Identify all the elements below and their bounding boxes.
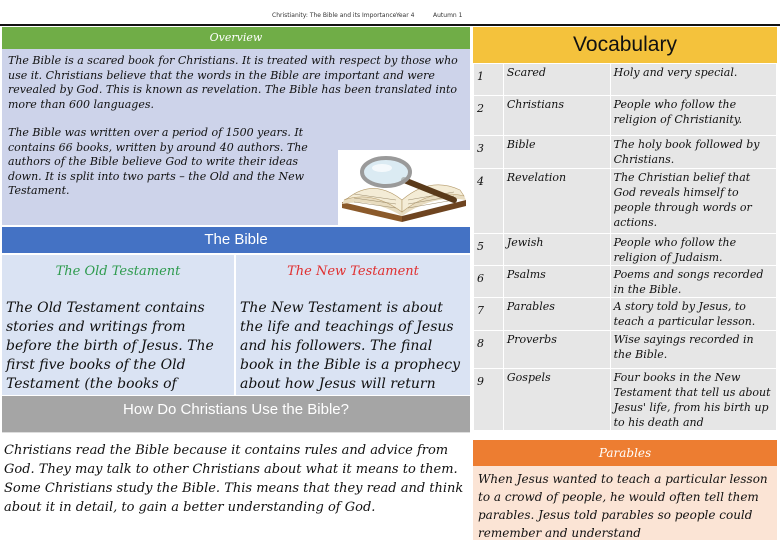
vocab-row: [474, 234, 777, 266]
vocab-number: 8: [474, 331, 504, 369]
subject-title: Christianity: The Bible and its Importance: [272, 12, 397, 19]
vocab-word: Parables: [503, 298, 610, 331]
old-testament-title: The Old Testament: [55, 264, 181, 279]
vocabulary-table: [473, 63, 777, 431]
overview-paragraph-2: The Bible was written over a period of 1500 years. It contains 66 books, written by around 40 authors. The authors of the Bible believe God to write their ideas down. It is split into two parts – the Old and the New Testament.: [8, 126, 308, 197]
vocab-word: Revelation: [503, 169, 610, 234]
parables-header: Parables: [473, 440, 777, 466]
vocab-word: Bible: [503, 136, 610, 169]
new-testament-panel: [236, 255, 470, 395]
old-testament-panel: [2, 255, 234, 395]
vocab-word: Scared: [503, 64, 610, 96]
term-label: Autumn 1: [433, 12, 463, 19]
open-bible-icon: [338, 150, 470, 226]
vocab-definition: Wise sayings recorded in the Bible.: [610, 331, 776, 369]
vocab-number: 1: [474, 64, 504, 96]
overview-paragraph-1: The Bible is a scared book for Christians. It is treated with respect by those who use it. Christians believe that the words in the Bible are important and were revealed by God. This is known as revelation. The Bible has been translated into more than 600 languages.: [8, 54, 458, 111]
vocab-row: [474, 136, 777, 169]
vocab-number: 2: [474, 96, 504, 136]
vocab-number: 5: [474, 234, 504, 266]
vocab-row: [474, 266, 777, 298]
vocab-row: [474, 298, 777, 331]
vocab-number: 7: [474, 298, 504, 331]
vocab-definition: The Christian belief that God reveals himself to people through words or actions.: [610, 169, 776, 234]
vocab-word: Proverbs: [503, 331, 610, 369]
vocab-definition: Holy and very special.: [610, 64, 776, 96]
vocab-definition: People who follow the religion of Christianity.: [610, 96, 776, 136]
vocab-word: Gospels: [503, 369, 610, 431]
vocab-definition: People who follow the religion of Judaism.: [610, 234, 776, 266]
vocab-word: Christians: [503, 96, 610, 136]
new-testament-title: The New Testament: [287, 264, 419, 279]
the-bible-header: The Bible: [2, 227, 470, 253]
page-header: [0, 6, 780, 26]
header-divider: [0, 24, 780, 26]
vocab-definition: Four books in the New Testament that tell us about Jesus' life, from his birth up to his death and: [610, 369, 776, 431]
vocab-number: 9: [474, 369, 504, 431]
vocab-word: Psalms: [503, 266, 610, 298]
vocab-row: [474, 169, 777, 234]
vocab-definition: A story told by Jesus, to teach a particular lesson.: [610, 298, 776, 331]
vocab-word: Jewish: [503, 234, 610, 266]
year-label: Year 4: [396, 12, 415, 19]
vocab-number: 6: [474, 266, 504, 298]
vocab-row: [474, 96, 777, 136]
vocab-number: 3: [474, 136, 504, 169]
parables-body: When Jesus wanted to teach a particular lesson to a crowd of people, he would often tell them parables. Jesus told parables so people could remember and understand: [473, 466, 777, 540]
vocab-definition: The holy book followed by Christians.: [610, 136, 776, 169]
vocab-row: [474, 64, 777, 96]
vocab-row: [474, 331, 777, 369]
old-testament-text: The Old Testament contains stories and writings from before the birth of Jesus. The first five books of the Old Testament (the books of: [6, 300, 214, 392]
how-christians-use-header: How Do Christians Use the Bible?: [2, 396, 470, 432]
vocab-definition: Poems and songs recorded in the Bible.: [610, 266, 776, 298]
vocabulary-header: Vocabulary: [473, 27, 777, 63]
new-testament-text: The New Testament is about the life and teachings of Jesus and his followers. The final book in the Bible is a prophecy about how Jesus will return: [240, 300, 461, 392]
overview-header: Overview: [2, 27, 470, 49]
how-christians-use-body: Christians read the Bible because it contains rules and advice from God. They may talk to other Christians about what it means to them. Some Christians study the Bible. This means that they read and think about it in detail, to gain a better understanding of God.: [2, 432, 470, 540]
vocab-row: [474, 369, 777, 431]
bible-magnifier-illustration: [338, 150, 470, 226]
vocab-number: 4: [474, 169, 504, 234]
